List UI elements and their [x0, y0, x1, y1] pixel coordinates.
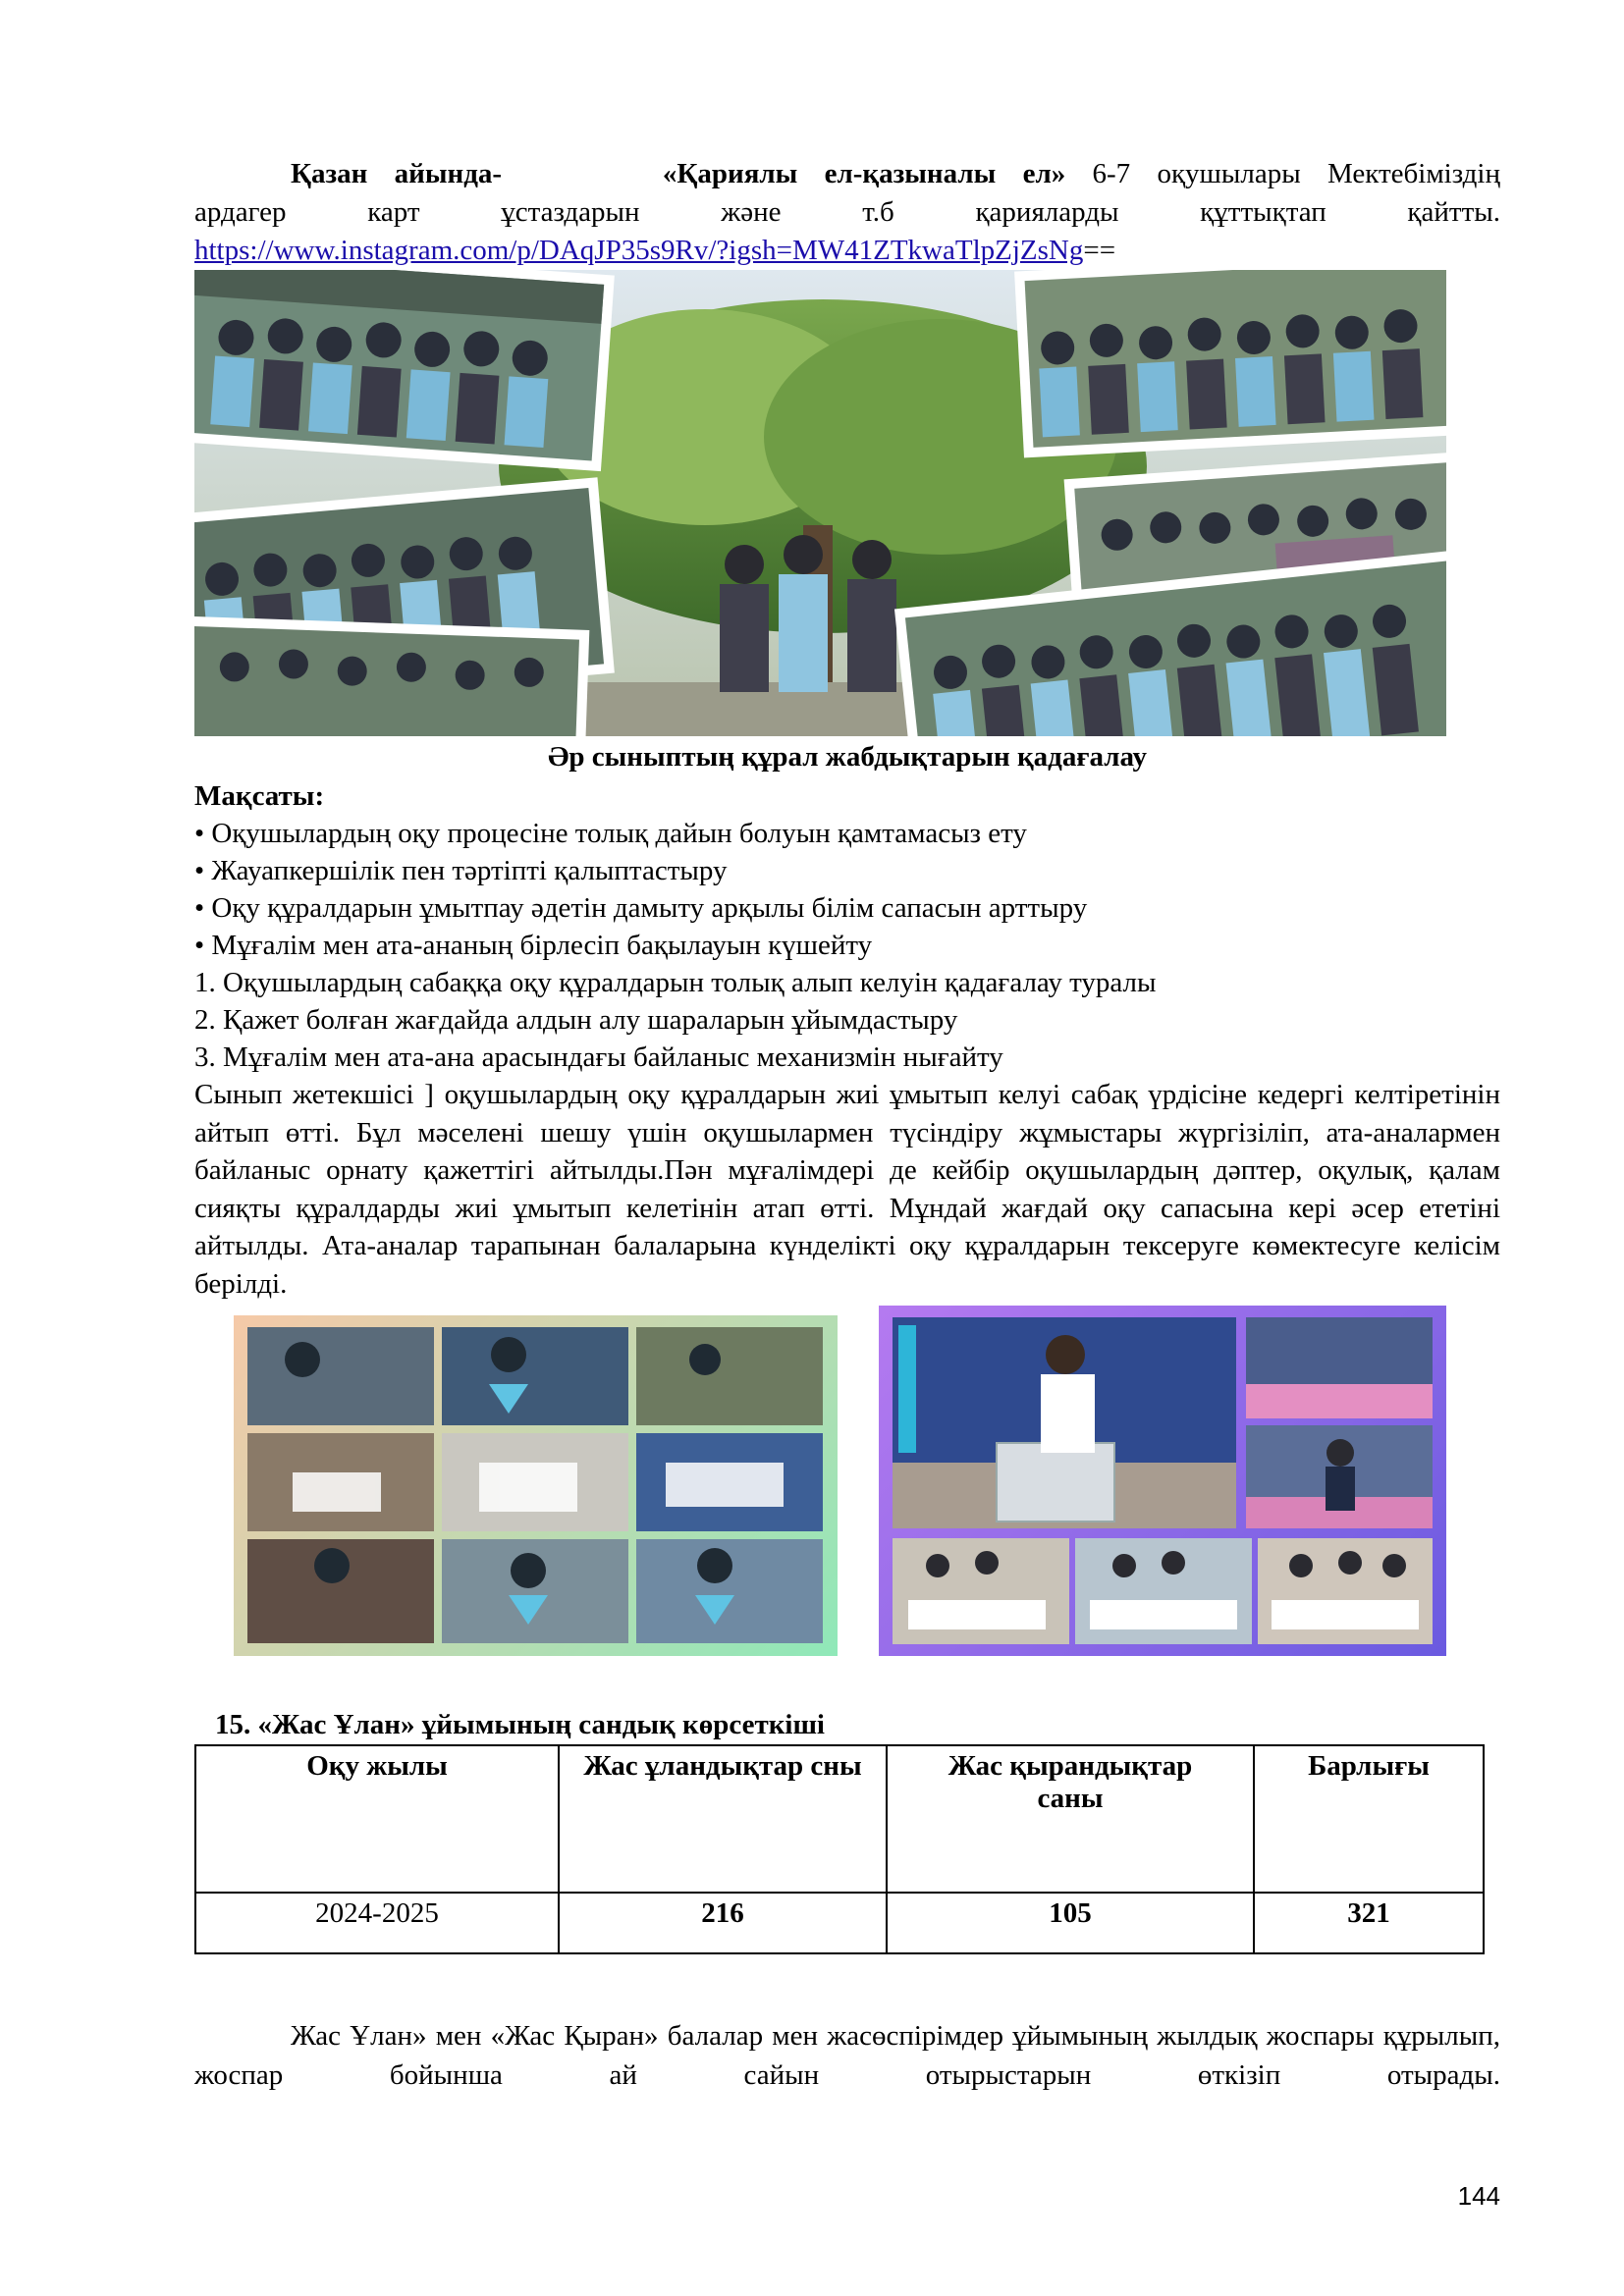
header-cell-year: Оқу жылы	[195, 1745, 559, 1893]
header-cell-zhas-ulan: Жас ұландықтар сны	[559, 1745, 887, 1893]
header-cell-total: Барлығы	[1254, 1745, 1484, 1893]
closing-paragraph: Жас Ұлан» мен «Жас Қыран» балалар мен жасөспірімдер ұйымының жылдық жоспары құрылып, жоспар бойынша ай сайын отырыстарын өткізіп отырады.	[194, 2020, 1500, 2091]
intro-event-title: «Қариялы ел-қазыналы ел»	[662, 158, 1066, 189]
cell-total-count: 321	[1254, 1893, 1484, 1953]
page-number: 144	[1457, 2181, 1500, 2211]
table-header-row	[195, 1745, 1484, 1893]
bullet-item: • Оқушылардың оқу процесіне толық дайын болуын қамтамасыз ету	[194, 818, 1027, 849]
stats-table	[194, 1744, 1485, 1954]
intro-line-3	[194, 232, 1500, 270]
numbered-item: 1. Оқушылардың сабаққа оқу құралдарын толық алып келуін қадағалау туралы	[194, 967, 1157, 998]
table-heading: 15. «Жас Ұлан» ұйымының сандық көрсеткіші	[215, 1709, 825, 1740]
section-title: Әр сыныптың құрал жабдықтарын қадағалау	[547, 741, 1148, 773]
bullet-item: • Жауапкершілік пен тәртіпті қалыптастыру	[194, 855, 728, 886]
cell-zhas-ulan-count: 216	[559, 1893, 887, 1953]
collage-election-image	[879, 1306, 1446, 1656]
header-cell-zhas-kyran: Жас қырандықтар саны	[887, 1745, 1254, 1893]
intro-line-2: ардагер карт ұстаздарын және т.б қарияларды құттықтап қайтты.	[194, 196, 1500, 228]
numbered-item: 2. Қажет болған жағдайда алдын алу шараларын ұйымдастыру	[194, 1004, 958, 1036]
numbered-item: 3. Мұғалім мен ата-ана арасындағы байланыс механизмін нығайту	[194, 1041, 1003, 1073]
intro-line-1	[194, 155, 1500, 193]
goals-label: Мақсаты:	[194, 780, 325, 812]
collage-classroom-image	[234, 1315, 838, 1656]
link-suffix: ==	[1083, 235, 1116, 266]
collage-elders-image	[194, 270, 1446, 736]
collage-photo-election	[879, 1306, 1446, 1656]
bullet-item: • Оқу құралдарын ұмытпау әдетін дамыту арқылы білім сапасын арттыру	[194, 892, 1088, 924]
intro-lead: Қазан айында-	[291, 158, 503, 189]
bullet-item: • Мұғалім мен ата-ананың бірлесіп бақылауын күшейту	[194, 930, 873, 961]
cell-zhas-kyran-count: 105	[887, 1893, 1254, 1953]
body-paragraph: Сынып жетекшісі ] оқушылардың оқу құралдарын жиі ұмытып келуі сабақ үрдісіне кедергі келтіретінін айтып өтті. Бұл мәселені шешу үшін оқушылармен түсіндіру жұмыстары жүргізіліп, ата-аналармен байланыс орнату қажеттігі айтылды.Пән мұғалімдері де кейбір оқушылардың дәптер, оқулық, қалам сияқты құралдарды жиі ұмытып келетінін атап өтті. Мұндай жағдай оқу сапасына кері әсер ететіні айтылды. Ата-аналар тарапынан балаларына күнделікті оқу құралдарын тексеруге көмектесуге келісім берілді.	[194, 1079, 1500, 1300]
collage-photo-elders	[194, 270, 1446, 736]
collage-photo-classroom	[234, 1315, 838, 1656]
cell-year: 2024-2025	[195, 1893, 559, 1953]
intro-line1-rest: 6-7 оқушылары Мектебіміздің	[1092, 158, 1501, 189]
instagram-link[interactable]: https://www.instagram.com/p/DAqJP35s9Rv/?igsh=MW41ZTkwaTlpZjZsNg	[194, 235, 1084, 266]
table-row	[195, 1893, 1484, 1953]
